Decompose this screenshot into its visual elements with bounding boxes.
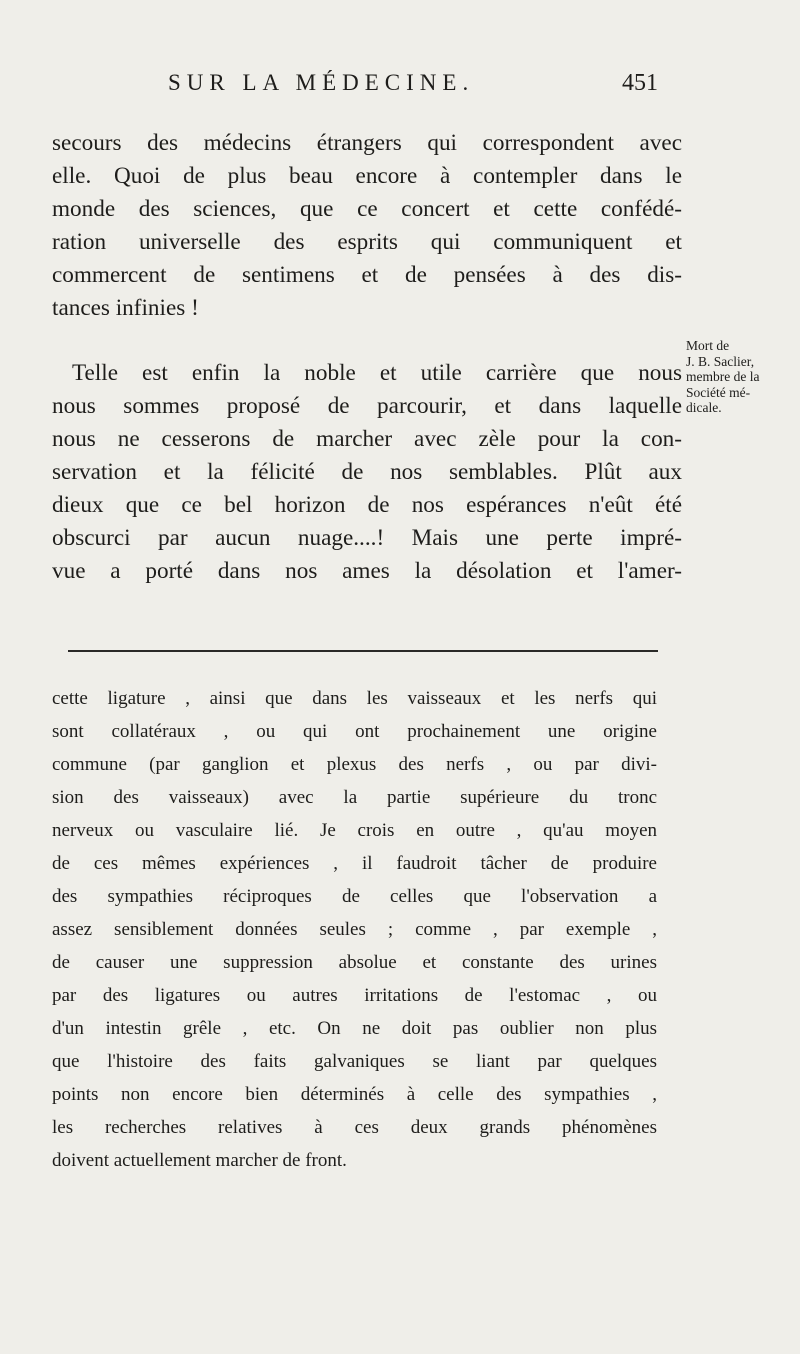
- footnote-line: assez sensiblement données seules ; comme , par exemple ,: [52, 919, 657, 940]
- footnote-line: sion des vaisseaux) avec la partie supérieure du tronc: [52, 787, 657, 808]
- footnote-line: cette ligature , ainsi que dans les vaisseaux et les nerfs qui: [52, 688, 657, 709]
- text-line: dieux que ce bel horizon de nos espérances n'eût été: [52, 492, 682, 518]
- text-line: nous ne cesserons de marcher avec zèle pour la con-: [52, 426, 682, 452]
- text-line: Telle est enfin la noble et utile carrière que nous: [72, 360, 682, 386]
- footnote-rule: [68, 650, 658, 652]
- footnote-line: les recherches relatives à ces deux grands phénomènes: [52, 1117, 657, 1138]
- margin-note: [686, 338, 800, 416]
- text-line: secours des médecins étrangers qui correspondent avec: [52, 130, 682, 156]
- text-line: nous sommes proposé de parcourir, et dans laquelle: [52, 393, 682, 419]
- margin-note-line: J. B. Saclier,: [686, 353, 755, 369]
- footnote-line: d'un intestin grêle , etc. On ne doit pas oublier non plus: [52, 1018, 657, 1039]
- footnote-line: commune (par ganglion et plexus des nerfs , ou par divi-: [52, 754, 657, 775]
- text-line: monde des sciences, que ce concert et cette confédé-: [52, 196, 682, 222]
- footnote-line: nerveux ou vasculaire lié. Je crois en outre , qu'au moyen: [52, 820, 657, 841]
- footnote-line: que l'histoire des faits galvaniques se liant par quelques: [52, 1051, 657, 1072]
- footnote-line: des sympathies réciproques de celles que l'observation a: [52, 886, 657, 907]
- running-title: SUR LA MÉDECINE.: [168, 70, 475, 95]
- text-line: ration universelle des esprits qui communiquent et: [52, 229, 682, 255]
- margin-note-line: membre de la: [686, 369, 760, 384]
- margin-note-line: Mort de: [686, 338, 730, 353]
- footnote-line: doivent actuellement marcher de front.: [52, 1150, 347, 1171]
- footnote-line: de causer une suppression absolue et constante des urines: [52, 952, 657, 973]
- margin-note-line: dicale.: [686, 400, 722, 415]
- page-number: 451: [622, 70, 658, 96]
- margin-note-line: Société mé-: [686, 384, 751, 400]
- text-line: tances infinies !: [52, 295, 199, 321]
- text-line: servation et la félicité de nos semblables. Plût aux: [52, 459, 682, 485]
- footnote-line: par des ligatures ou autres irritations de l'estomac , ou: [52, 985, 657, 1006]
- text-line: obscurci par aucun nuage....! Mais une perte impré-: [52, 525, 682, 551]
- footnote-line: sont collatéraux , ou qui ont prochainement une origine: [52, 721, 657, 742]
- text-line: commercent de sentimens et de pensées à des dis-: [52, 262, 682, 288]
- footnote-line: points non encore bien déterminés à celle des sympathies ,: [52, 1084, 657, 1105]
- text-line: vue a porté dans nos ames la désolation et l'amer-: [52, 558, 682, 584]
- text-line: elle. Quoi de plus beau encore à contempler dans le: [52, 163, 682, 189]
- footnote-line: de ces mêmes expériences , il faudroit tâcher de produire: [52, 853, 657, 874]
